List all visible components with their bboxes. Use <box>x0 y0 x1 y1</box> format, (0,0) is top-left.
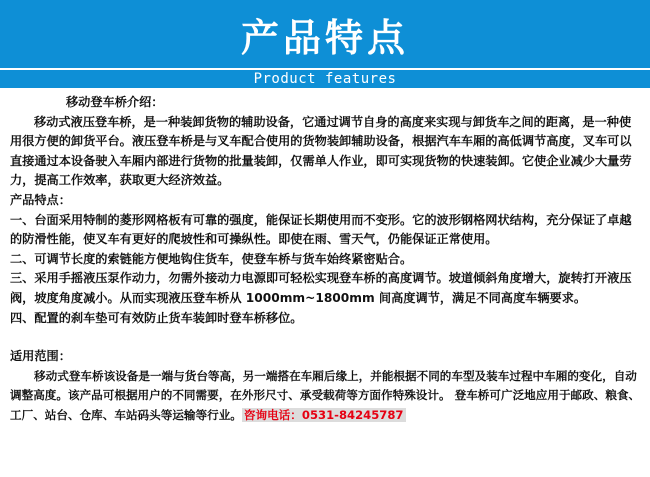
usage-text: 移动式登车桥该设备是一端与货台等高，另一端搭在车厢后缘上，并能根据不同的车型及装车过程中车厢的变化，自动调整高度。该产品可根据用户的不同需要，在外形尺寸、承受载荷等方面作特殊设计。 登车桥可广泛地应用于邮政、粮食、工厂、站台、仓库、车站码头等运输等行业。 <box>10 368 641 422</box>
features-heading: 产品特点： <box>10 192 71 207</box>
feature-item-4: 四、配置的刹车垫可有效防止货车装卸时登车桥移位。 <box>10 310 303 325</box>
page-subtitle: Product features <box>253 71 397 87</box>
usage-paragraph <box>10 367 642 426</box>
feature-item-3: 三、采用手摇液压泵作动力，勿需外接动力电源即可轻松实现登车桥的高度调节。坡道倾斜角度增大，旋转打开液压阀，坡度角度减小。从而实现液压登车桥从 1000mm~1800mm 间高度调节，满足不同高度车辆要求。 <box>10 271 632 305</box>
phone-number: 0531-84245787 <box>301 407 404 422</box>
feature-item-1: 一、台面采用特制的菱形网格板有可靠的强度，能保证长期使用而不变形。它的波形钢格网状结构，充分保证了卓越的防滑性能，使叉车有更好的爬坡性和可操纵性。即使在雨、雪天气，仍能保证正常使用。 <box>10 212 632 247</box>
subtitle-bar <box>0 70 650 88</box>
page-title: 产品特点 <box>240 15 409 60</box>
intro-heading: 移动登车桥介绍： <box>66 95 164 109</box>
title-banner <box>0 0 650 68</box>
intro-paragraph: 移动式液压登车桥，是一种装卸货物的辅助设备，它通过调节自身的高度来实现与卸货车之间的距离，是一种使用很方便的卸货平台。液压登车桥是与叉车配合使用的货物装卸辅助设备，根据汽车车厢的高低调节高度，叉车可以直接通过本设备驶入车厢内部进行货物的批量装卸，仅需单人作业，即可实现货物的快速装卸。它使企业减少大量劳力，提高工作效率，获取更大经济效益。 <box>10 114 632 188</box>
content-body <box>10 93 642 426</box>
feature-item-2: 二、可调节长度的索链能方便地钩住货车，使登车桥与货车始终紧密贴合。 <box>10 251 413 266</box>
usage-heading: 适用范围： <box>10 349 71 364</box>
phone-label: 咨询电话： <box>243 407 302 422</box>
phone-contact <box>242 408 406 422</box>
